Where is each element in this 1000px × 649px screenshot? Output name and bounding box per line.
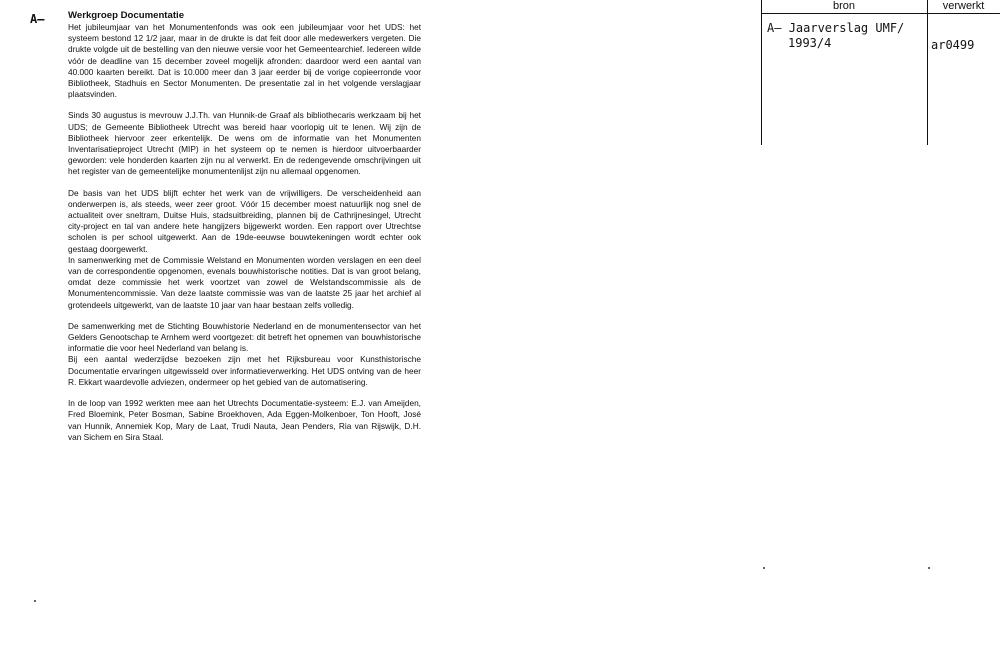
entry-prefix: A– (767, 21, 782, 35)
article (68, 10, 421, 443)
article-paragraph: In de loop van 1992 werkten mee aan het Utrechts Documentatie-systeem: E.J. van Ameijden, Fred Bloemink, Peter Bosman, Sabine Broekhoven, Ada Eggen-Molkenboer, Ton Hooft, José van Hunnik, Annemiek Kop, Mary de Laat, Trudi Nauta, Jean Penders, Ria van Rijswijk, D.H. van Sichem en Sira Staal. (68, 398, 421, 442)
source-ledger (761, 0, 1000, 145)
article-paragraph: De samenwerking met de Stichting Bouwhistorie Nederland en de monumentensector van het Gelders Genootschap te Arnhem werd voortgezet: dit betreft het opnemen van bouwhistorische informatie die voor heel Nederland van belang is. (68, 320, 421, 354)
entry-title-line1: Jaarverslag UMF/ (788, 21, 905, 35)
article-paragraph: De basis van het UDS blijft echter het werk van de vrijwilligers. De verscheidenheid aan onderwerpen is, als steeds, weer zeer groot. Vóór 15 december moest natuurlijk nog snel de actualiteit over sneltram, Duitse Huis, stadsuitbreiding, plannen bij de Cathrijnesingel, Utrecht city-project en tal van andere hete hangijzers bijgewerkt worden. Een rapport over Utrechtse scholen is per school uitgewerkt. Aan de 19de-eeuwse bouwtekeningen wordt echter ook gestaag doorgewerkt. (68, 187, 421, 254)
ledger-header-rule (761, 13, 1000, 14)
ledger-left-rule (761, 0, 762, 145)
entry-title-line2: 1993/4 (788, 36, 832, 50)
article-paragraph: Het jubileumjaar van het Monumentenfonds was ook een jubileumjaar voor het UDS: het systeem bestond 12 1/2 jaar, maar in de drukte is dat feit door alle medewerkers vergeten. Die drukte volgde uit de bestelling van den nieuwe versie voor het Gemeentearchief. Iedereen wilde vóór de deadline van 15 december zoveel mogelijk afronden: daardoor werd een aantal van 40.000 kaarten bereikt. Dat is 10.000 meer dan 3 jaar eerder bij de vorige copieerronde voor Bibliotheek, Stadhuis en Sector Monumenten. De presentatie zal in het volgende verslagjaar plaatsvinden. (68, 22, 421, 100)
article-paragraph: Bij een aantal wederzijdse bezoeken zijn met het Rijksbureau voor Kunsthistorische Documentatie ervaringen uitgewisseld over informatieverwerking. Het UDS ontving van de heer R. Ekkart waardevolle adviezen, ondermeer op het gebied van de automatisering. (68, 354, 421, 387)
scan-speck (928, 567, 930, 569)
scan-speck (763, 567, 765, 569)
article-paragraph: Sinds 30 augustus is mevrouw J.J.Th. van Hunnik-de Graaf als bibliothecaris werkzaam bij het UDS; de Gemeente Bibliotheek Utrecht was bereid haar voorlopig uit te lenen. Wij zijn de Bibliotheek hiervoor zeer erkentelijk. De wens om de informatie van het Monumenten Inventarisatieproject Utrecht (MIP) in het systeem op te nemen is hierdoor uitvoerbaarder geworden: vele honderden kaarten zijn nu al verwerkt. En de redengevende omschrijvingen uit het register van de gemeentelijke monumentenlijst zijn nu allemaal opgenomen. (68, 110, 421, 177)
ledger-middle-rule (927, 0, 928, 145)
article-heading: Werkgroep Documentatie (68, 10, 185, 21)
source-entry (767, 21, 925, 51)
column-header-bron: bron (832, 0, 856, 12)
scan-speck (34, 600, 36, 602)
column-header-verwerkt: verwerkt (942, 0, 985, 12)
margin-marker: A– (30, 12, 45, 26)
archive-code: ar0499 (931, 38, 975, 52)
article-paragraph: In samenwerking met de Commissie Welstand en Monumenten worden verslagen en een deel van de correspondentie opgenomen, evenals bouwhistorische notities. Dat is van groot belang, omdat deze commissie het werk voortzet van zowel de Welstandscommissie als de Monumentencommissie. Van deze laatste commissie was van de laatste 25 jaar het archief al grotendeels uitgewerkt, van de laatste 10 jaar van haar bestaan zelfs volledig. (68, 254, 421, 310)
